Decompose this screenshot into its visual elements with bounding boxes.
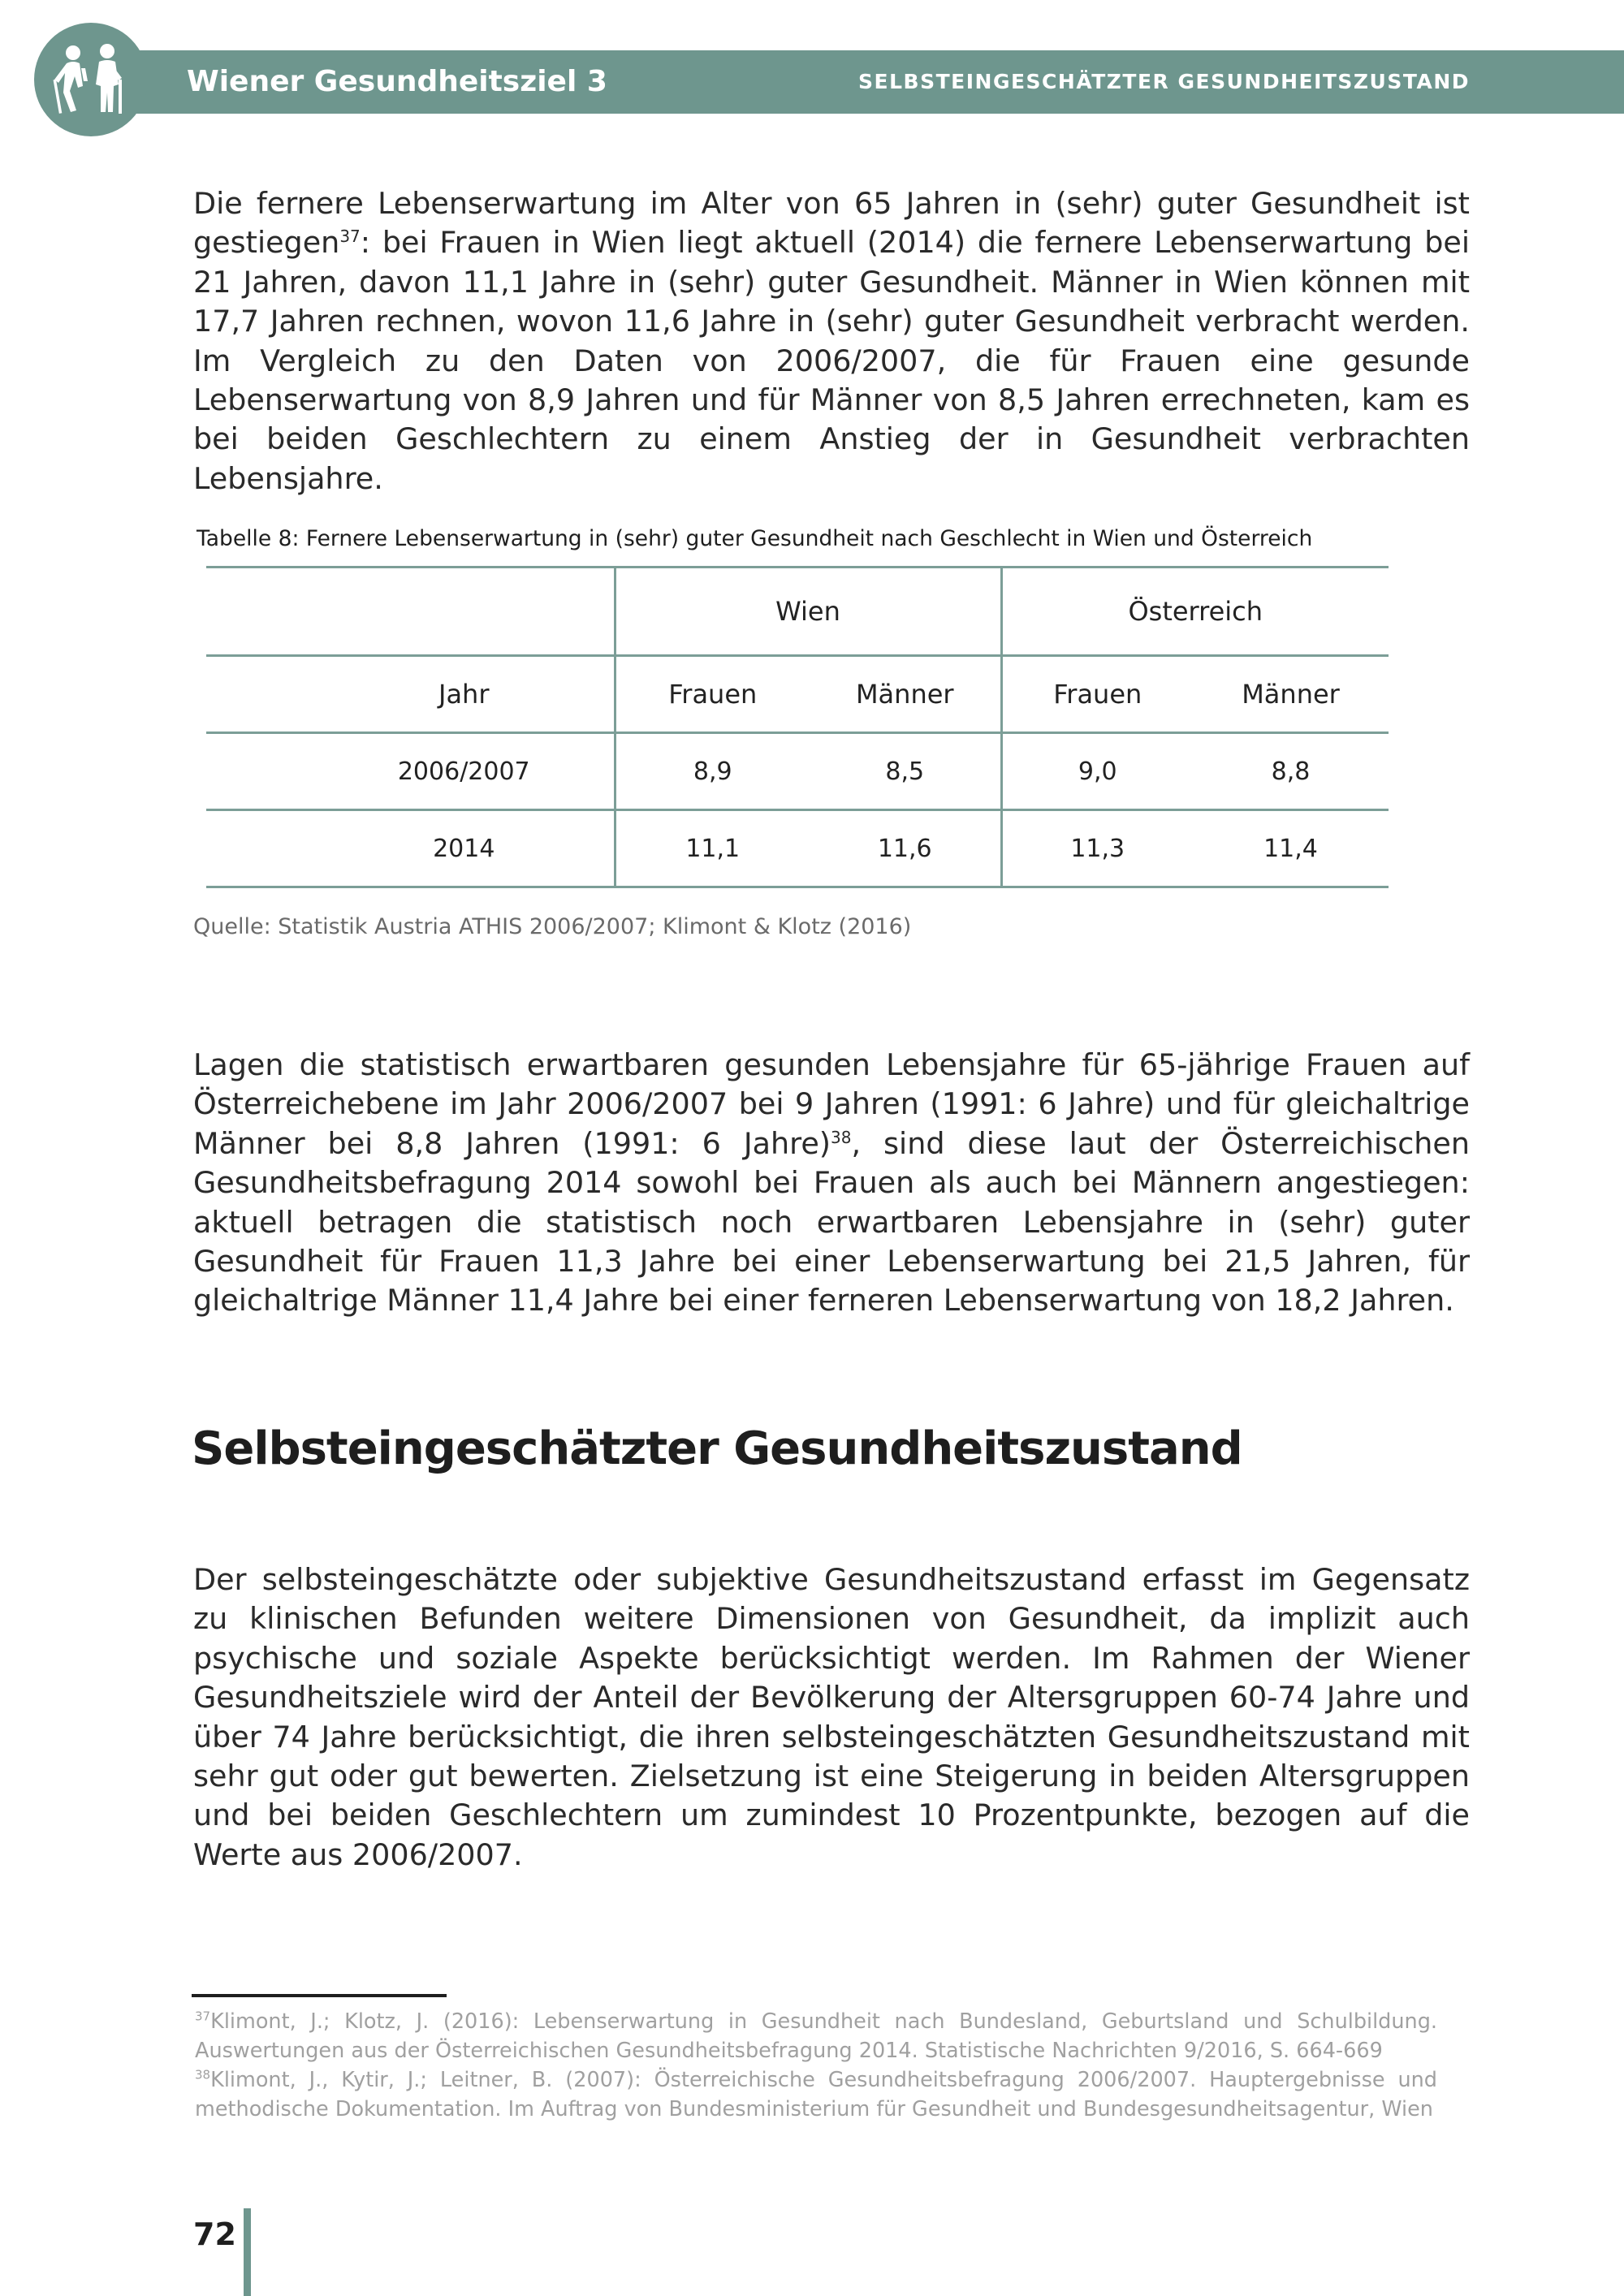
- cell-oe-frauen: 11,3: [1001, 810, 1193, 887]
- footnote-37: $^{37}$Klimont, J.; Klotz, J. (2016): Lebenserwartung in Gesundheit nach Bundesland, Geburtsland und Schulbildung. Auswertungen aus der Österreichischen Gesundheitsbefragung 2014. Statistische Nachrichten 9/2016, S. 664-669: [195, 2009, 1437, 2063]
- page-number-bar: [244, 2208, 251, 2296]
- footnote-38: $^{38}$Klimont, J., Kytir, J.; Leitner, B. (2007): Österreichische Gesundheitsbefragung 2006/2007. Hauptergebnisse und methodische Dokumentation. Im Auftrag von Bundesministerium für Gesundheit und Bundesgesundheitsagentur, Wien: [195, 2067, 1437, 2121]
- footnote-ref-37[interactable]: 37: [339, 227, 361, 247]
- col-oe-maenner: Männer: [1193, 656, 1389, 733]
- life-expectancy-table: [206, 566, 1389, 888]
- cell-jahr: 2006/2007: [206, 733, 615, 810]
- table-row: [206, 733, 1389, 810]
- section-paragraph: Der selbsteingeschätzte oder subjektive Gesundheitszustand erfasst im Gegensatz zu klinischen Befunden weitere Dimensionen von Gesundheit, da implizit auch psychische und soziale Aspekte berücksichtigt werden. Im Rahmen der Wiener Gesundheitsziele wird der Anteil der Bevölkerung der Altersgruppen 60-74 Jahre und über 74 Jahre berücksichtigt, die ihren selbsteingeschätzten Gesundheitszustand mit sehr gut oder gut bewerten. Zielsetzung ist eine Steigerung in beiden Altersgruppen und bei beiden Geschlechtern um zumindest 10 Prozentpunkte, bezogen auf die Werte aus 2006/2007.: [193, 1562, 1470, 1872]
- cell-oe-frauen: 9,0: [1001, 733, 1193, 810]
- header-title: Wiener Gesundheitsziel 3: [187, 65, 607, 98]
- cell-jahr: 2014: [206, 810, 615, 887]
- section-heading: Selbsteingeschätzter Gesundheitszustand: [192, 1422, 1242, 1475]
- table-caption: Tabelle 8: Fernere Lebenserwartung in (sehr) guter Gesundheit nach Geschlecht in Wien und Österreich: [197, 526, 1313, 551]
- cell-wien-frauen: 11,1: [615, 810, 810, 887]
- table-source: Quelle: Statistik Austria ATHIS 2006/2007; Klimont & Klotz (2016): [193, 914, 912, 939]
- cell-wien-frauen: 8,9: [615, 733, 810, 810]
- col-wien-frauen: Frauen: [615, 656, 810, 733]
- page-number: 72: [193, 2216, 236, 2252]
- col-wien-maenner: Männer: [810, 656, 1001, 733]
- second-paragraph: Lagen die statistisch erwartbaren gesunden Lebensjahre für 65-jährige Frauen auf Österreichebene im Jahr 2006/2007 bei 9 Jahren (1991: 6 Jahre) und für gleichaltrige Männer bei 8,8 Jahren (1991: 6 Jahre)$^{38}$, sind diese laut der Österreichischen Gesundheitsbefragung 2014 sowohl bei Frauen als auch bei Männern angestiegen: aktuell betragen die statistisch noch erwartbaren Lebensjahre in (sehr) guter Gesundheit für Frauen 11,3 Jahre bei einer Lebenserwartung bei 21,5 Jahren, für gleichaltrige Männer 11,4 Jahre bei einer ferneren Lebenserwartung von 18,2 Jahren.: [193, 1047, 1470, 1318]
- logo: [34, 23, 148, 136]
- cell-wien-maenner: 11,6: [810, 810, 1001, 887]
- intro-paragraph: Die fernere Lebenserwartung im Alter von 65 Jahren in (sehr) guter Gesundheit ist gestiegen$^{37}$: bei Frauen in Wien liegt aktuell (2014) die fernere Lebenserwartung bei 21 Jahren, davon 11,1 Jahre in (sehr) guter Gesundheit. Männer in Wien können mit 17,7 Jahren rechnen, wovon 11,6 Jahre in (sehr) guter Gesundheit verbracht werden. Im Vergleich zu den Daten von 2006/2007, die für Frauen eine gesunde Lebenserwartung von 8,9 Jahren und für Männer von 8,5 Jahren errechneten, kam es bei beiden Geschlechtern zu einem Anstieg der in Gesundheit verbrachten Lebensjahre.: [193, 186, 1470, 496]
- group-wien: Wien: [615, 568, 1001, 656]
- cell-oe-maenner: 11,4: [1193, 810, 1389, 887]
- cell-oe-maenner: 8,8: [1193, 733, 1389, 810]
- col-oe-frauen: Frauen: [1001, 656, 1193, 733]
- header-bar: [122, 50, 1624, 114]
- hikers-icon: [34, 23, 148, 136]
- footnote-ref-38[interactable]: 38: [831, 1127, 852, 1147]
- col-jahr: Jahr: [206, 656, 615, 733]
- group-oesterreich: Österreich: [1001, 568, 1389, 656]
- table-column-header: [206, 656, 1389, 733]
- header-section-title: SELBSTEINGESCHÄTZTER GESUNDHEITSZUSTAND: [858, 70, 1470, 93]
- cell-wien-maenner: 8,5: [810, 733, 1001, 810]
- table-row: [206, 810, 1389, 887]
- footnotes: [195, 2007, 1437, 2124]
- footnote-divider: [192, 1994, 447, 1997]
- table-group-header: [206, 568, 1389, 656]
